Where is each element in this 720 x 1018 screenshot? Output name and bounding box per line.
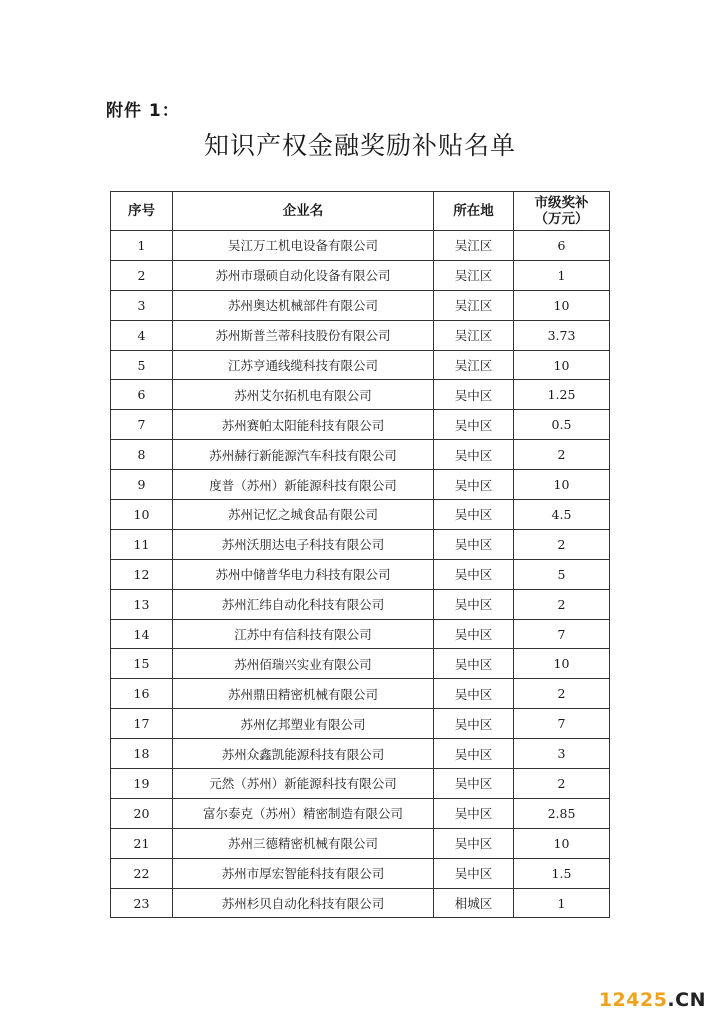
cell-company: 度普（苏州）新能源科技有限公司 [173, 470, 434, 500]
cell-amount: 3 [514, 739, 610, 769]
cell-location: 吴中区 [434, 858, 514, 888]
cell-company: 苏州众鑫凯能源科技有限公司 [173, 739, 434, 769]
cell-location: 吴中区 [434, 798, 514, 828]
cell-no: 11 [111, 529, 173, 559]
cell-location: 相城区 [434, 888, 514, 918]
cell-location: 吴中区 [434, 559, 514, 589]
cell-location: 吴中区 [434, 500, 514, 530]
cell-location: 吴中区 [434, 739, 514, 769]
cell-location: 吴江区 [434, 350, 514, 380]
cell-location: 吴中区 [434, 440, 514, 470]
cell-amount: 7 [514, 709, 610, 739]
cell-amount: 2 [514, 679, 610, 709]
cell-location: 吴江区 [434, 260, 514, 290]
cell-company: 苏州沃朋达电子科技有限公司 [173, 529, 434, 559]
cell-no: 17 [111, 709, 173, 739]
cell-amount: 2 [514, 529, 610, 559]
attachment-label: 附件 1： [106, 101, 180, 121]
cell-no: 14 [111, 619, 173, 649]
cell-no: 21 [111, 828, 173, 858]
table-row [111, 739, 610, 769]
table-row [111, 619, 610, 649]
site-watermark [599, 989, 706, 1011]
table-header [111, 192, 610, 231]
cell-no: 1 [111, 231, 173, 261]
cell-amount: 2 [514, 440, 610, 470]
table-row [111, 500, 610, 530]
cell-location: 吴中区 [434, 828, 514, 858]
header-row [111, 192, 610, 231]
table-row [111, 470, 610, 500]
cell-no: 7 [111, 410, 173, 440]
cell-company: 苏州杉贝自动化科技有限公司 [173, 888, 434, 918]
cell-amount: 7 [514, 619, 610, 649]
table-row [111, 709, 610, 739]
cell-company: 苏州赫行新能源汽车科技有限公司 [173, 440, 434, 470]
cell-amount: 1 [514, 888, 610, 918]
cell-no: 10 [111, 500, 173, 530]
cell-no: 22 [111, 858, 173, 888]
cell-company: 江苏亨通线缆科技有限公司 [173, 350, 434, 380]
cell-company: 苏州斯普兰蒂科技股份有限公司 [173, 320, 434, 350]
watermark-number: 12425 [598, 989, 668, 1011]
table-row [111, 679, 610, 709]
cell-no: 20 [111, 798, 173, 828]
cell-no: 9 [111, 470, 173, 500]
cell-location: 吴中区 [434, 649, 514, 679]
cell-amount: 2.85 [514, 798, 610, 828]
cell-no: 12 [111, 559, 173, 589]
header-amount [514, 192, 610, 231]
cell-company: 苏州奥达机械部件有限公司 [173, 290, 434, 320]
cell-amount: 10 [514, 470, 610, 500]
cell-location: 吴中区 [434, 679, 514, 709]
watermark-domain: .CN [667, 989, 706, 1011]
cell-no: 19 [111, 769, 173, 799]
table-body [111, 231, 610, 918]
cell-amount: 1.5 [514, 858, 610, 888]
cell-no: 2 [111, 260, 173, 290]
table-row [111, 260, 610, 290]
cell-location: 吴中区 [434, 410, 514, 440]
cell-no: 8 [111, 440, 173, 470]
cell-amount: 10 [514, 828, 610, 858]
table-row [111, 888, 610, 918]
header-company: 企业名 [173, 192, 434, 231]
document-title: 知识产权金融奖励补贴名单 [203, 131, 516, 160]
cell-no: 5 [111, 350, 173, 380]
cell-company: 苏州艾尔拓机电有限公司 [173, 380, 434, 410]
cell-amount: 6 [514, 231, 610, 261]
table-row [111, 649, 610, 679]
cell-no: 18 [111, 739, 173, 769]
table-row [111, 589, 610, 619]
cell-no: 4 [111, 320, 173, 350]
cell-no: 16 [111, 679, 173, 709]
header-no: 序号 [111, 192, 173, 231]
table-row [111, 798, 610, 828]
cell-no: 13 [111, 589, 173, 619]
cell-no: 3 [111, 290, 173, 320]
cell-company: 苏州鼎田精密机械有限公司 [173, 679, 434, 709]
cell-location: 吴江区 [434, 320, 514, 350]
table-row [111, 440, 610, 470]
table-row [111, 231, 610, 261]
cell-amount: 3.73 [514, 320, 610, 350]
table-row [111, 380, 610, 410]
cell-amount: 10 [514, 350, 610, 380]
cell-location: 吴江区 [434, 290, 514, 320]
cell-company: 苏州汇纬自动化科技有限公司 [173, 589, 434, 619]
subsidy-table [110, 191, 610, 918]
cell-amount: 0.5 [514, 410, 610, 440]
cell-company: 苏州赛帕太阳能科技有限公司 [173, 410, 434, 440]
cell-amount: 10 [514, 290, 610, 320]
cell-amount: 4.5 [514, 500, 610, 530]
cell-company: 苏州亿邦塑业有限公司 [173, 709, 434, 739]
cell-amount: 1 [514, 260, 610, 290]
cell-location: 吴中区 [434, 589, 514, 619]
cell-company: 吴江万工机电设备有限公司 [173, 231, 434, 261]
cell-company: 苏州市璟硕自动化设备有限公司 [173, 260, 434, 290]
cell-company: 江苏中有信科技有限公司 [173, 619, 434, 649]
table-row [111, 769, 610, 799]
cell-location: 吴中区 [434, 769, 514, 799]
cell-location: 吴江区 [434, 231, 514, 261]
cell-no: 6 [111, 380, 173, 410]
cell-location: 吴中区 [434, 380, 514, 410]
header-amount-line1: 市级奖补 [534, 195, 589, 211]
cell-amount: 1.25 [514, 380, 610, 410]
cell-amount: 2 [514, 769, 610, 799]
table-row [111, 290, 610, 320]
cell-company: 富尔泰克（苏州）精密制造有限公司 [173, 798, 434, 828]
table-row [111, 559, 610, 589]
table-row [111, 410, 610, 440]
cell-amount: 2 [514, 589, 610, 619]
cell-company: 苏州中储普华电力科技有限公司 [173, 559, 434, 589]
cell-company: 苏州三德精密机械有限公司 [173, 828, 434, 858]
cell-amount: 5 [514, 559, 610, 589]
cell-company: 元然（苏州）新能源科技有限公司 [173, 769, 434, 799]
cell-location: 吴中区 [434, 470, 514, 500]
cell-company: 苏州市厚宏智能科技有限公司 [173, 858, 434, 888]
table-row [111, 828, 610, 858]
cell-no: 23 [111, 888, 173, 918]
table-row [111, 858, 610, 888]
header-amount-unit: （万元） [534, 211, 589, 227]
table-row [111, 529, 610, 559]
table-row [111, 350, 610, 380]
cell-location: 吴中区 [434, 619, 514, 649]
table-row [111, 320, 610, 350]
cell-location: 吴中区 [434, 709, 514, 739]
cell-amount: 10 [514, 649, 610, 679]
cell-no: 15 [111, 649, 173, 679]
cell-location: 吴中区 [434, 529, 514, 559]
cell-company: 苏州佰瑞兴实业有限公司 [173, 649, 434, 679]
cell-company: 苏州记忆之城食品有限公司 [173, 500, 434, 530]
header-location: 所在地 [434, 192, 514, 231]
